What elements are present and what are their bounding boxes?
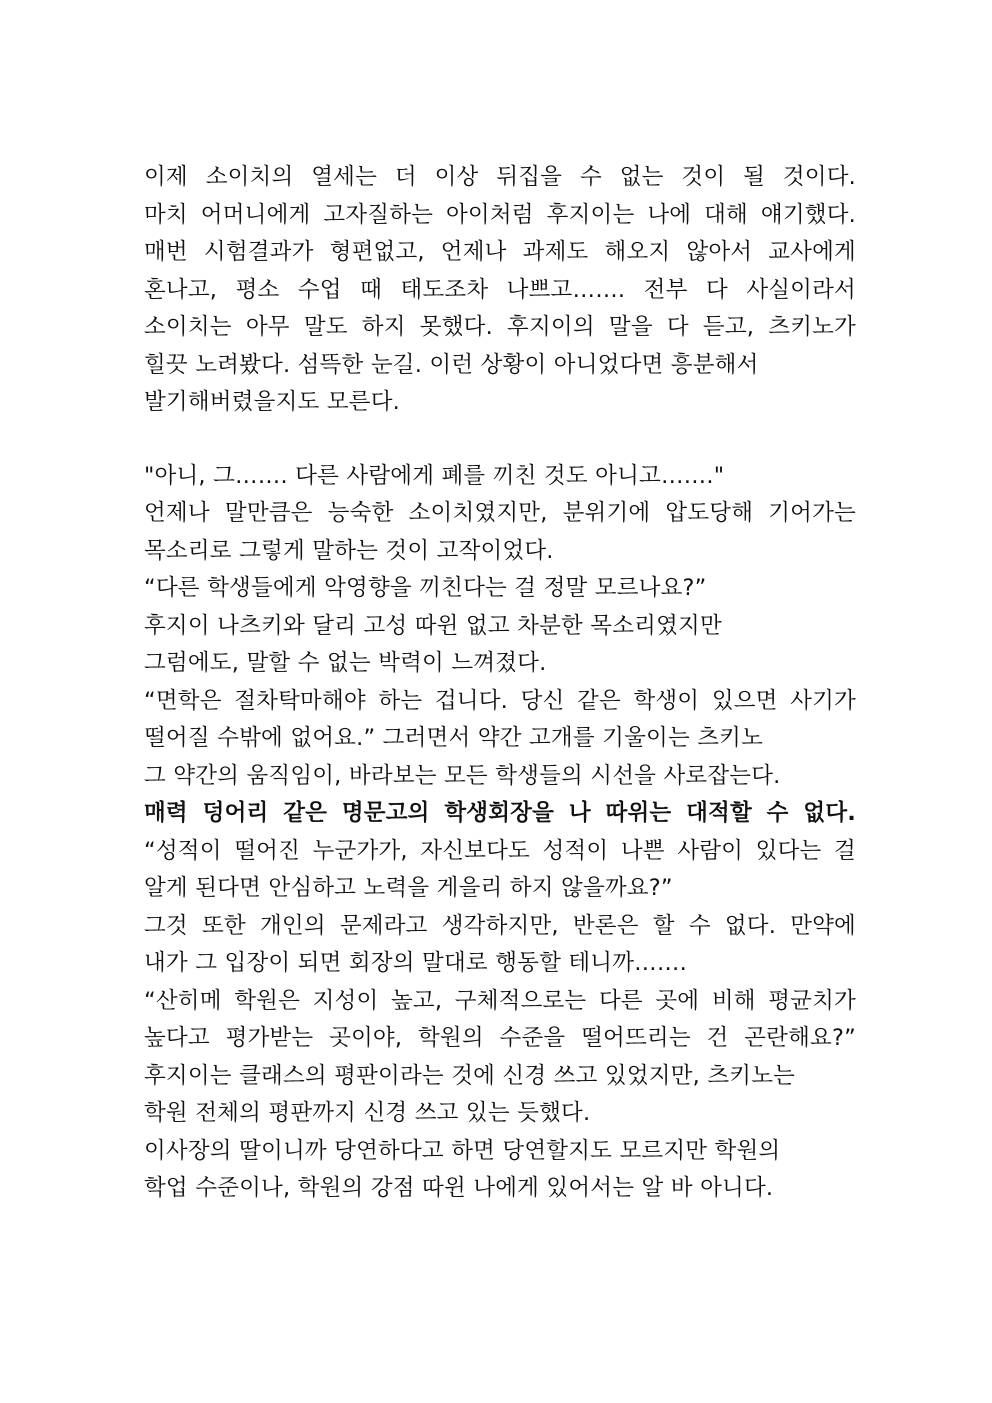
text-line: "아니, 그……. 다른 사람에게 폐를 끼친 것도 아니고……." (144, 462, 725, 489)
body-text (144, 159, 856, 1208)
text-line: 언제나 말만큼은 능숙한 소이치였지만, 분위기에 압도당해 기어가는 (144, 500, 856, 526)
text-line: 목소리로 그렇게 말하는 것이 고작이었다. (144, 537, 554, 564)
text-line: 힐끗 노려봤다. 섬뜩한 눈길. 이런 상황이 아니었다면 흥분해서 (144, 351, 759, 378)
text-line: 내가 그 입장이 되면 회장의 말대로 행동할 테니까……. (144, 950, 687, 976)
text-line: 매번 시험결과가 형편없고, 언제나 과제도 해오지 않아서 교사에게 (144, 239, 856, 265)
text-line: 그 약간의 움직임이, 바라보는 모든 학생들의 시선을 사로잡는다. (144, 762, 781, 789)
text-line: 마치 어머니에게 고자질하는 아이처럼 후지이는 나에 대해 얘기했다. (144, 201, 856, 228)
text-line: “다른 학생들에게 악영향을 끼친다는 걸 정말 모르나요?” (144, 575, 707, 601)
text-line: 떨어질 수밖에 없어요.” 그러면서 약간 고개를 기울이는 츠키노 (144, 725, 764, 751)
text-line: 소이치는 아무 말도 하지 못했다. 후지이의 말을 다 듣고, 츠키노가 (144, 314, 856, 340)
text-line: 후지이는 클래스의 평판이라는 것에 신경 쓰고 있었지만, 츠키노는 (144, 1062, 796, 1089)
text-line: 혼나고, 평소 수업 때 태도조차 나쁘고……. 전부 다 사실이라서 (144, 276, 856, 303)
text-line: 발기해버렸을지도 모른다. (144, 389, 400, 415)
text-line: “면학은 절차탁마해야 하는 겁니다. 당신 같은 학생이 있으면 사기가 (144, 687, 856, 714)
text-line: 높다고 평가받는 곳이야, 학원의 수준을 떨어뜨리는 건 곤란해요?” (144, 1025, 856, 1051)
emphasized-text-line: 매력 덩어리 같은 명문고의 학생회장을 나 따위는 대적할 수 없다. (144, 800, 856, 826)
text-line: 알게 된다면 안심하고 노력을 게을리 하지 않을까요?” (144, 875, 673, 901)
text-line: 이사장의 딸이니까 당연하다고 하면 당연할지도 모르지만 학원의 (144, 1137, 781, 1164)
paragraph-gap (144, 422, 856, 458)
text-line: 후지이 나츠키와 달리 고성 따윈 없고 차분한 목소리였지만 (144, 612, 722, 639)
text-line: 이제 소이치의 열세는 더 이상 뒤집을 수 없는 것이 될 것이다. (144, 164, 856, 190)
text-line: 학원 전체의 평판까지 신경 쓰고 있는 듯했다. (144, 1100, 591, 1126)
text-line: 학업 수준이나, 학원의 강점 따윈 나에게 있어서는 알 바 아니다. (144, 1175, 774, 1201)
text-line: “산히메 학원은 지성이 높고, 구체적으로는 다른 곳에 비해 평균치가 (144, 987, 856, 1014)
text-line: 그것 또한 개인의 문제라고 생각하지만, 반론은 할 수 없다. 만약에 (144, 912, 856, 939)
text-line: “성적이 떨어진 누군가가, 자신보다도 성적이 나쁜 사람이 있다는 걸 (144, 837, 856, 864)
text-line: 그럼에도, 말할 수 없는 박력이 느껴졌다. (144, 650, 547, 676)
